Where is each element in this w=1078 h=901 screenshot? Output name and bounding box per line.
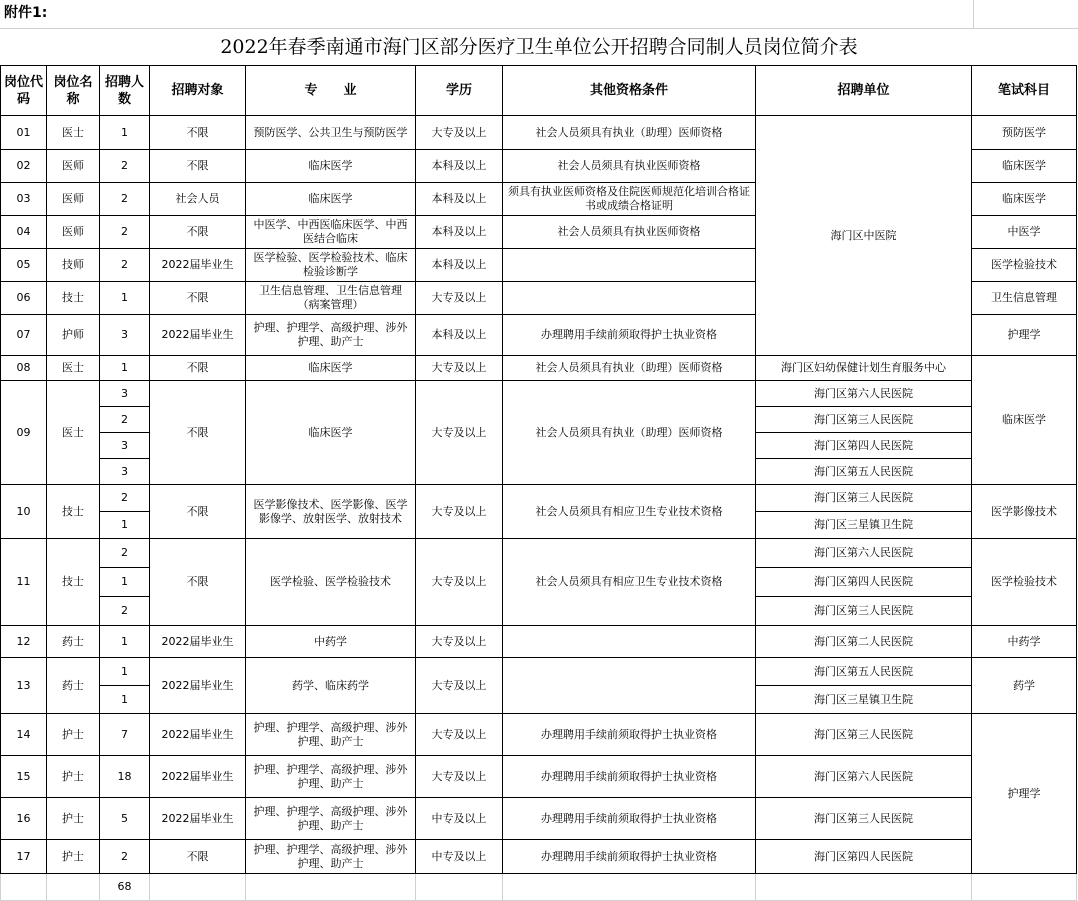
count-cell: 3 [100,433,150,459]
count-cell: 2 [100,150,150,183]
target-cell: 社会人员 [150,183,246,216]
major-cell: 医学检验、医学检验技术 [246,539,416,626]
name-cell: 技士 [47,485,100,539]
total-count: 68 [100,874,150,901]
code-cell: 11 [1,539,47,626]
code-cell: 09 [1,381,47,485]
name-cell: 护士 [47,756,100,798]
empty-cell [150,874,246,901]
target-cell: 不限 [150,150,246,183]
header-other: 其他资格条件 [503,66,756,116]
count-cell: 1 [100,686,150,714]
name-cell: 药士 [47,626,100,658]
target-cell: 2022届毕业生 [150,315,246,356]
table-row [1,658,1077,686]
code-cell: 17 [1,840,47,874]
target-cell: 2022届毕业生 [150,756,246,798]
count-cell: 1 [100,626,150,658]
code-cell: 05 [1,249,47,282]
exam-cell: 医学检验技术 [972,539,1077,626]
unit-cell: 海门区第四人民医院 [756,840,972,874]
education-cell: 大专及以上 [416,282,503,315]
unit-cell: 海门区第六人民医院 [756,756,972,798]
name-cell: 医士 [47,356,100,381]
table-row [1,626,1077,658]
target-cell: 不限 [150,356,246,381]
major-cell: 临床医学 [246,183,416,216]
table-row [1,714,1077,756]
top-grid-row [0,0,1078,29]
unit-cell-zhongyi: 海门区中医院 [756,116,972,356]
major-cell: 护理、护理学、高级护理、涉外护理、助产士 [246,756,416,798]
target-cell: 不限 [150,282,246,315]
code-cell: 06 [1,282,47,315]
code-cell: 16 [1,798,47,840]
unit-cell: 海门区第五人民医院 [756,459,972,485]
empty-cell [1,874,47,901]
name-cell: 医士 [47,381,100,485]
target-cell: 2022届毕业生 [150,658,246,714]
count-cell: 5 [100,798,150,840]
other-cell: 社会人员须具有执业（助理）医师资格 [503,116,756,150]
count-cell: 3 [100,315,150,356]
count-cell: 3 [100,381,150,407]
header-row [1,66,1077,116]
header-education: 学历 [416,66,503,116]
other-cell [503,249,756,282]
empty-cell [416,874,503,901]
header-name: 岗位名称 [47,66,100,116]
major-cell: 护理、护理学、高级护理、涉外护理、助产士 [246,714,416,756]
education-cell: 本科及以上 [416,249,503,282]
name-cell: 技士 [47,539,100,626]
unit-cell: 海门区第三人民医院 [756,407,972,433]
major-cell: 医学影像技术、医学影像、医学影像学、放射医学、放射技术 [246,485,416,539]
header-major: 专 业 [246,66,416,116]
other-cell: 社会人员须具有执业医师资格 [503,150,756,183]
major-cell: 临床医学 [246,150,416,183]
count-cell: 2 [100,216,150,249]
unit-cell: 海门区第三人民医院 [756,485,972,512]
other-cell: 社会人员须具有执业（助理）医师资格 [503,381,756,485]
unit-cell: 海门区第五人民医院 [756,658,972,686]
code-cell: 01 [1,116,47,150]
target-cell: 2022届毕业生 [150,714,246,756]
other-cell [503,626,756,658]
name-cell: 医士 [47,116,100,150]
unit-cell: 海门区三星镇卫生院 [756,512,972,539]
other-cell: 须具有执业医师资格及住院医师规范化培训合格证书或成绩合格证明 [503,183,756,216]
empty-cell [246,874,416,901]
count-cell: 1 [100,356,150,381]
major-cell: 卫生信息管理、卫生信息管理（病案管理） [246,282,416,315]
major-cell: 中药学 [246,626,416,658]
table-row [1,798,1077,840]
header-count: 招聘人数 [100,66,150,116]
education-cell: 本科及以上 [416,315,503,356]
table-row [1,485,1077,512]
count-cell: 1 [100,116,150,150]
target-cell: 不限 [150,116,246,150]
code-cell: 03 [1,183,47,216]
empty-cell [756,874,972,901]
other-cell: 办理聘用手续前须取得护士执业资格 [503,798,756,840]
name-cell: 护师 [47,315,100,356]
target-cell: 2022届毕业生 [150,626,246,658]
other-cell: 办理聘用手续前须取得护士执业资格 [503,315,756,356]
target-cell: 不限 [150,216,246,249]
exam-cell-nursing: 护理学 [972,714,1077,874]
exam-cell: 中医学 [972,216,1077,249]
major-cell: 医学检验、医学检验技术、临床检验诊断学 [246,249,416,282]
table-row [1,539,1077,568]
target-cell: 不限 [150,381,246,485]
other-cell: 社会人员须具有相应卫生专业技术资格 [503,539,756,626]
unit-cell: 海门区第四人民医院 [756,568,972,597]
target-cell: 不限 [150,840,246,874]
education-cell: 中专及以上 [416,840,503,874]
total-row [1,874,1077,901]
name-cell: 护士 [47,798,100,840]
table-row [1,381,1077,407]
other-cell [503,658,756,714]
education-cell: 本科及以上 [416,216,503,249]
education-cell: 大专及以上 [416,381,503,485]
major-cell: 护理、护理学、高级护理、涉外护理、助产士 [246,315,416,356]
count-cell: 7 [100,714,150,756]
count-cell: 2 [100,485,150,512]
other-cell: 办理聘用手续前须取得护士执业资格 [503,714,756,756]
name-cell: 医师 [47,150,100,183]
empty-cell [972,874,1077,901]
name-cell: 医师 [47,216,100,249]
code-cell: 15 [1,756,47,798]
name-cell: 技士 [47,282,100,315]
education-cell: 大专及以上 [416,539,503,626]
code-cell: 08 [1,356,47,381]
page-title: 2022年春季南通市海门区部分医疗卫生单位公开招聘合同制人员岗位简介表 [220,36,858,58]
exam-cell: 中药学 [972,626,1077,658]
count-cell: 3 [100,459,150,485]
other-cell: 办理聘用手续前须取得护士执业资格 [503,840,756,874]
count-cell: 1 [100,658,150,686]
education-cell: 大专及以上 [416,714,503,756]
name-cell: 护士 [47,714,100,756]
jobs-table [0,65,1077,901]
unit-cell: 海门区第六人民医院 [756,381,972,407]
unit-cell: 海门区第三人民医院 [756,597,972,626]
target-cell: 不限 [150,539,246,626]
target-cell: 2022届毕业生 [150,249,246,282]
table-row [1,756,1077,798]
code-cell: 12 [1,626,47,658]
header-exam: 笔试科目 [972,66,1077,116]
education-cell: 本科及以上 [416,150,503,183]
major-cell: 护理、护理学、高级护理、涉外护理、助产士 [246,798,416,840]
major-cell: 临床医学 [246,381,416,485]
unit-cell: 海门区第三人民医院 [756,798,972,840]
unit-cell: 海门区妇幼保健计划生育服务中心 [756,356,972,381]
major-cell: 临床医学 [246,356,416,381]
exam-cell-clinical: 临床医学 [972,356,1077,485]
annex-label: 附件1: [4,5,48,21]
exam-cell: 药学 [972,658,1077,714]
education-cell: 大专及以上 [416,756,503,798]
name-cell: 药士 [47,658,100,714]
education-cell: 中专及以上 [416,798,503,840]
code-cell: 07 [1,315,47,356]
count-cell: 2 [100,539,150,568]
education-cell: 大专及以上 [416,116,503,150]
unit-cell: 海门区第二人民医院 [756,626,972,658]
count-cell: 1 [100,282,150,315]
count-cell: 2 [100,407,150,433]
count-cell: 2 [100,840,150,874]
count-cell: 2 [100,597,150,626]
code-cell: 14 [1,714,47,756]
education-cell: 大专及以上 [416,485,503,539]
count-cell: 18 [100,756,150,798]
code-cell: 10 [1,485,47,539]
unit-cell: 海门区第六人民医院 [756,539,972,568]
code-cell: 04 [1,216,47,249]
other-cell: 社会人员须具有执业（助理）医师资格 [503,356,756,381]
exam-cell: 医学影像技术 [972,485,1077,539]
education-cell: 大专及以上 [416,658,503,714]
name-cell: 医师 [47,183,100,216]
major-cell: 中医学、中西医临床医学、中西医结合临床 [246,216,416,249]
target-cell: 2022届毕业生 [150,798,246,840]
other-cell: 社会人员须具有相应卫生专业技术资格 [503,485,756,539]
other-cell: 社会人员须具有执业医师资格 [503,216,756,249]
count-cell: 2 [100,249,150,282]
target-cell: 不限 [150,485,246,539]
exam-cell: 卫生信息管理 [972,282,1077,315]
count-cell: 1 [100,512,150,539]
education-cell: 大专及以上 [416,626,503,658]
header-target: 招聘对象 [150,66,246,116]
name-cell: 技师 [47,249,100,282]
unit-cell: 海门区第四人民医院 [756,433,972,459]
exam-cell: 临床医学 [972,150,1077,183]
exam-cell: 护理学 [972,315,1077,356]
name-cell: 护士 [47,840,100,874]
other-cell: 办理聘用手续前须取得护士执业资格 [503,756,756,798]
empty-cell [503,874,756,901]
table-row [1,356,1077,381]
unit-cell: 海门区三星镇卫生院 [756,686,972,714]
empty-cell [47,874,100,901]
other-cell [503,282,756,315]
table-row [1,840,1077,874]
exam-cell: 预防医学 [972,116,1077,150]
unit-cell: 海门区第三人民医院 [756,714,972,756]
major-cell: 药学、临床药学 [246,658,416,714]
education-cell: 本科及以上 [416,183,503,216]
education-cell: 大专及以上 [416,356,503,381]
count-cell: 1 [100,568,150,597]
header-unit: 招聘单位 [756,66,972,116]
code-cell: 02 [1,150,47,183]
header-code: 岗位代码 [1,66,47,116]
exam-cell: 医学检验技术 [972,249,1077,282]
major-cell: 护理、护理学、高级护理、涉外护理、助产士 [246,840,416,874]
table-row [1,116,1077,150]
count-cell: 2 [100,183,150,216]
code-cell: 13 [1,658,47,714]
major-cell: 预防医学、公共卫生与预防医学 [246,116,416,150]
exam-cell: 临床医学 [972,183,1077,216]
